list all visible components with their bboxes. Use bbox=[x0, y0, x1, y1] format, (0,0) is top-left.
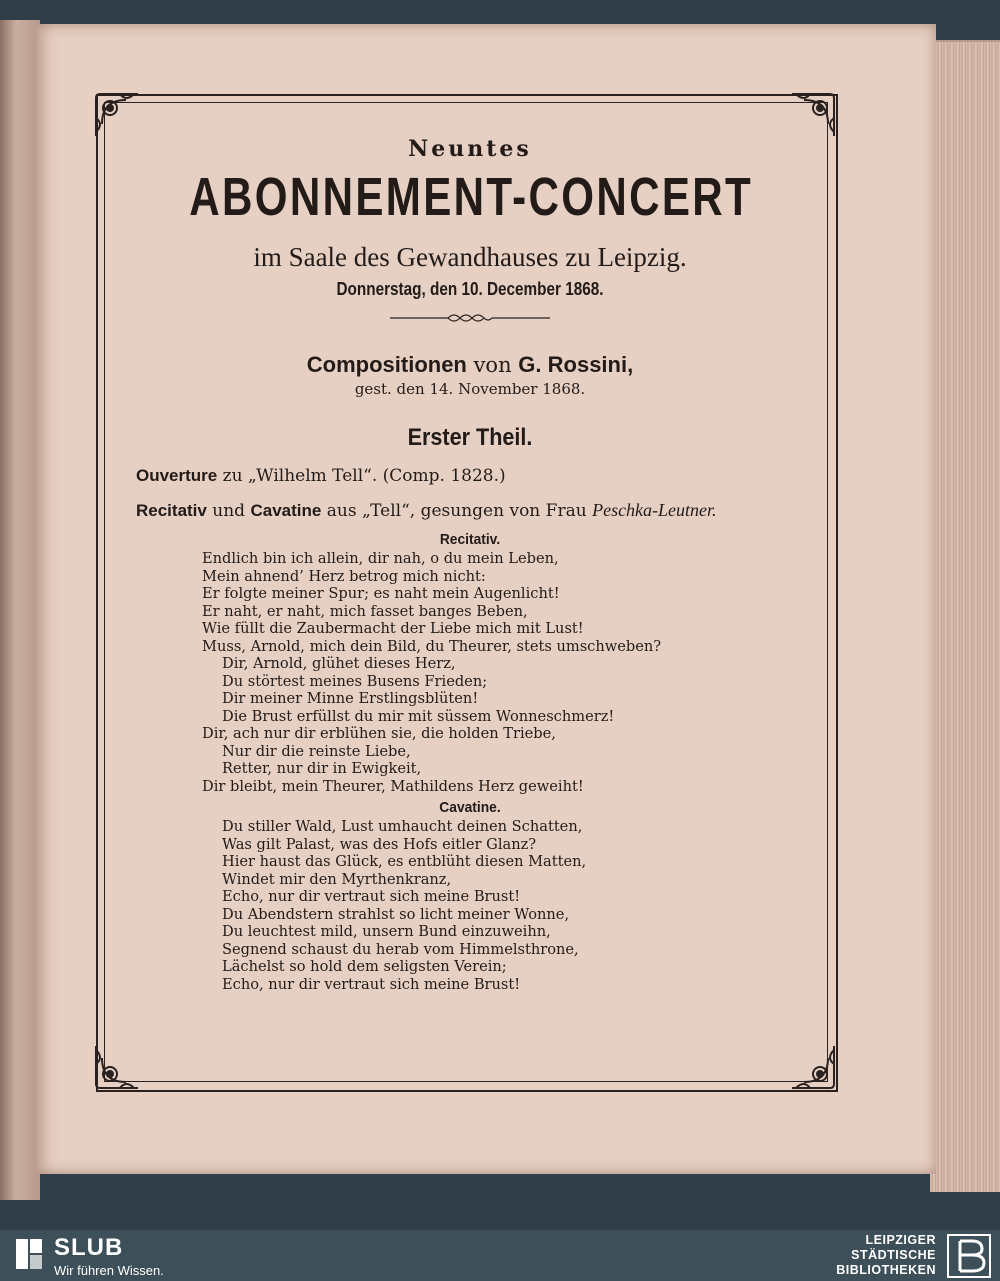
recitativ-text bbox=[110, 550, 830, 795]
composer-line bbox=[110, 352, 830, 378]
slub-tagline: Wir führen Wissen. bbox=[54, 1263, 164, 1278]
corner-ornament-icon bbox=[90, 1040, 144, 1094]
program-item bbox=[136, 466, 830, 486]
lsb-text bbox=[836, 1233, 936, 1278]
concert-date: Donnerstag, den 10. December 1868. bbox=[336, 279, 604, 299]
recitativ-line: Dir, ach nur dir erblühen sie, die holden Triebe, bbox=[202, 725, 556, 742]
program-item-text: zu „Wilhelm Tell“. (Comp. 1828.) bbox=[217, 466, 506, 486]
program-item-bold2: Cavatine bbox=[250, 501, 322, 520]
concert-ordinal: Neuntes bbox=[408, 136, 532, 162]
program-item-text2: aus „Tell“, gesungen von Frau bbox=[321, 501, 593, 521]
slub-name: SLUB bbox=[54, 1234, 124, 1261]
lsb-line: LEIPZIGER bbox=[865, 1233, 936, 1247]
program-item bbox=[136, 500, 830, 521]
recitativ-line: Wie füllt die Zaubermacht der Liebe mich mit Lust! bbox=[202, 620, 584, 637]
cavatine-line: Segnend schaust du herab vom Himmelsthrone, bbox=[222, 940, 579, 958]
recitativ-line: Du störtest meines Busens Frieden; bbox=[222, 672, 488, 690]
recitativ-line: Die Brust erfüllst du mir mit süssem Wonneschmerz! bbox=[222, 707, 615, 725]
composer-by: von bbox=[473, 353, 512, 377]
lsb-line: STÄDTISCHE bbox=[851, 1248, 936, 1262]
cavatine-line: Du Abendstern strahlst so licht meiner Wonne, bbox=[222, 905, 570, 923]
cavatine-heading: Cavatine. bbox=[439, 799, 501, 816]
cavatine-line: Lächelst so hold dem seligsten Verein; bbox=[222, 958, 507, 975]
slub-logo-icon bbox=[14, 1237, 44, 1271]
left-page-edge bbox=[0, 20, 40, 1200]
composer-death-date: gest. den 14. November 1868. bbox=[354, 380, 586, 398]
composer-prefix: Compositionen bbox=[306, 352, 467, 377]
cavatine-line: Windet mir den Myrthenkranz, bbox=[222, 870, 452, 888]
concert-program bbox=[110, 128, 830, 993]
recitativ-line: Dir bleibt, mein Theurer, Mathildens Herz geweiht! bbox=[202, 777, 584, 795]
composer-name: G. Rossini, bbox=[518, 352, 634, 377]
part-title: Erster Theil. bbox=[407, 424, 533, 451]
recitativ-line: Er naht, er naht, mich fasset banges Beben, bbox=[202, 602, 528, 620]
cavatine-line: Du stiller Wald, Lust umhaucht deinen Schatten, bbox=[222, 818, 583, 835]
cavatine-line: Echo, nur dir vertraut sich meine Brust! bbox=[222, 888, 521, 905]
recitativ-heading: Recitativ. bbox=[439, 531, 501, 548]
program-item-italic: Peschka-Leutner. bbox=[592, 500, 717, 520]
footer-bar bbox=[0, 1230, 1000, 1281]
lsb-logo-icon bbox=[946, 1233, 992, 1279]
page-stack-edge bbox=[930, 40, 1000, 1192]
concert-venue: im Saale des Gewandhauses zu Leipzig. bbox=[253, 242, 687, 272]
recitativ-line: Mein ahnend’ Herz betrog mich nicht: bbox=[202, 567, 486, 585]
program-item-text: und bbox=[206, 501, 251, 521]
program-list bbox=[110, 466, 830, 521]
divider-ornament-icon bbox=[390, 310, 550, 324]
cavatine-line: Was gilt Palast, was des Hofs eitler Glanz? bbox=[222, 835, 537, 853]
recitativ-line: Endlich bin ich allein, dir nah, o du mein Leben, bbox=[202, 550, 559, 567]
corner-ornament-icon bbox=[786, 1040, 840, 1094]
cavatine-text bbox=[110, 818, 830, 993]
program-item-bold: Ouverture bbox=[136, 466, 218, 485]
recitativ-line: Er folgte meiner Spur; es naht mein Augenlicht! bbox=[202, 585, 560, 602]
cavatine-line: Hier haust das Glück, es entblüht diesen Matten, bbox=[222, 853, 587, 870]
cavatine-line: Du leuchtest mild, unsern Bund einzuweihn, bbox=[222, 923, 551, 940]
recitativ-line: Dir, Arnold, glühet dieses Herz, bbox=[222, 655, 456, 672]
recitativ-line: Muss, Arnold, mich dein Bild, du Theurer, stets umschweben? bbox=[202, 637, 662, 655]
cavatine-line: Echo, nur dir vertraut sich meine Brust! bbox=[222, 975, 521, 993]
program-item-bold: Recitativ bbox=[136, 501, 207, 520]
concert-title: ABONNEMENT-CONCERT bbox=[189, 167, 754, 227]
recitativ-line: Retter, nur dir in Ewigkeit, bbox=[222, 760, 422, 777]
lsb-line: BIBLIOTHEKEN bbox=[836, 1263, 936, 1277]
recitativ-line: Nur dir die reinste Liebe, bbox=[222, 742, 411, 760]
recitativ-line: Dir meiner Minne Erstlingsblüten! bbox=[222, 690, 479, 707]
